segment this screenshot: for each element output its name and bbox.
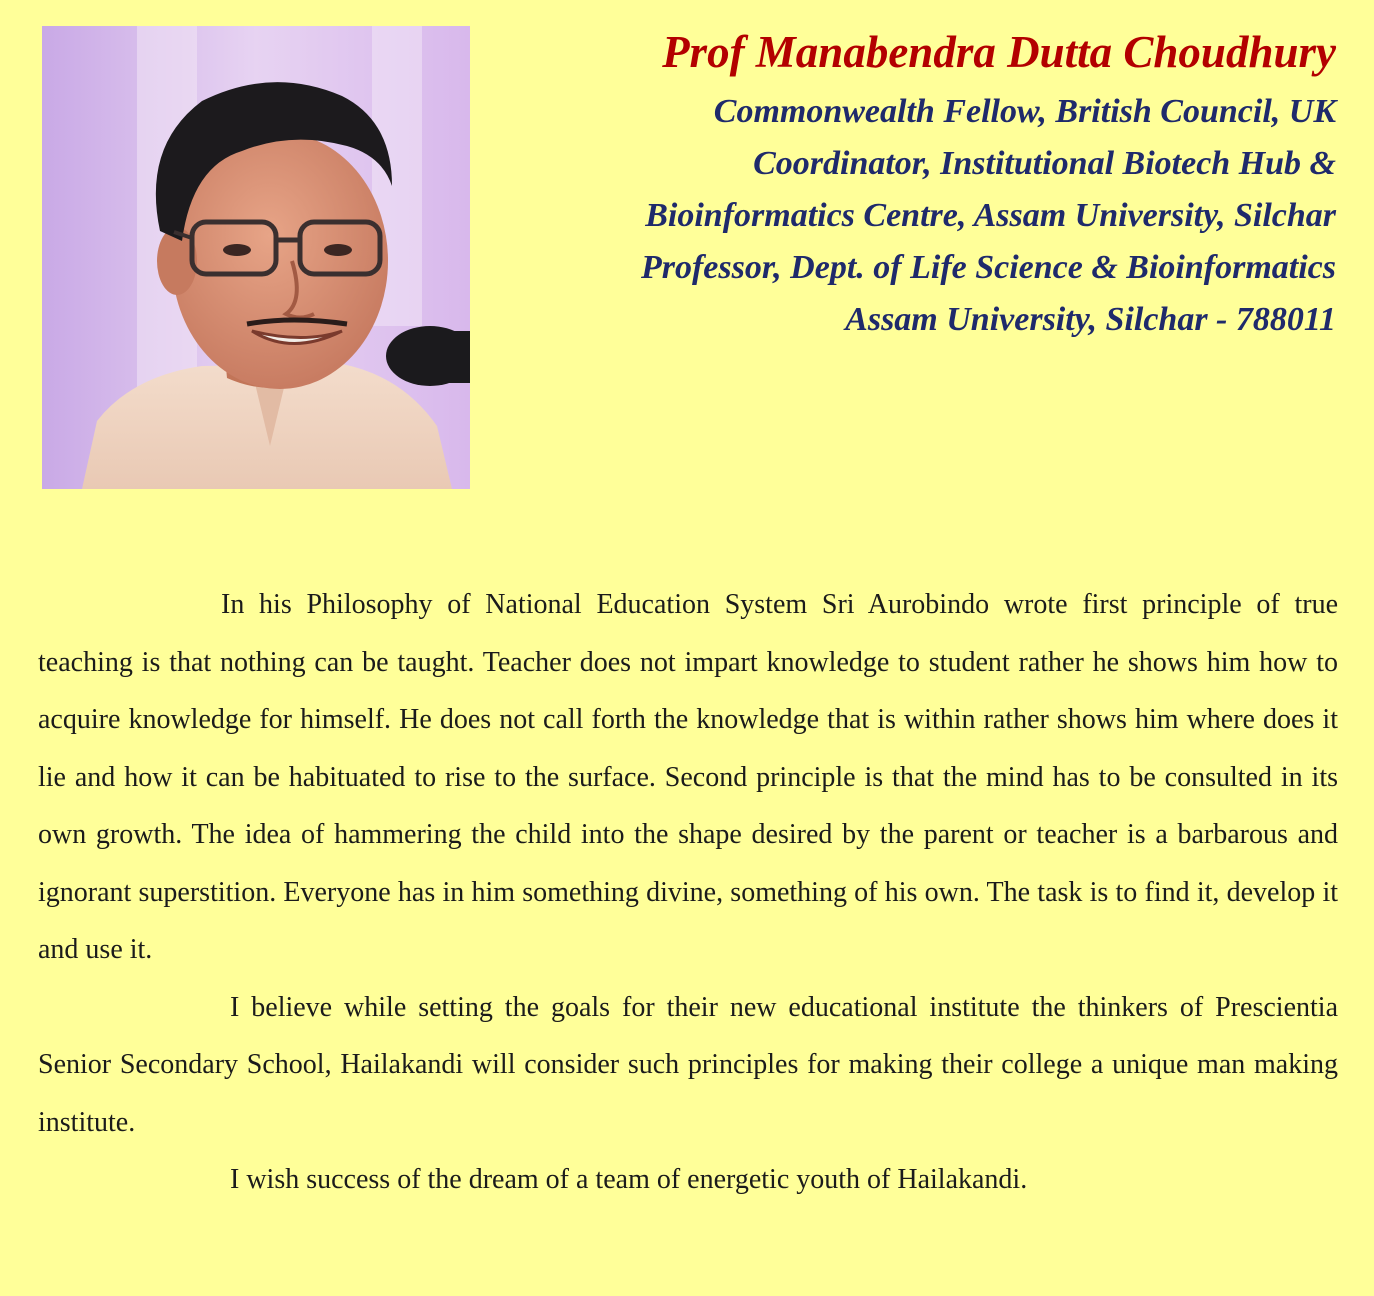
portrait-image bbox=[42, 26, 470, 489]
profile-address: Assam University, Silchar - 788011 bbox=[845, 301, 1336, 338]
message-body bbox=[38, 576, 1338, 1209]
message-paragraph: I believe while setting the goals for their new educational institute the thinkers of Prescientia Senior Secondary School, Hailakandi will consider such principles for making their college a unique man making institute. bbox=[38, 991, 1338, 1138]
profile-title-line: Bioinformatics Centre, Assam University, Silchar bbox=[645, 197, 1336, 234]
profile-title-line: Coordinator, Institutional Biotech Hub & bbox=[753, 145, 1336, 182]
profile-photo bbox=[42, 26, 470, 489]
message-paragraph: In his Philosophy of National Education System Sri Aurobindo wrote first principle of true teaching is that nothing can be taught. Teacher does not impart knowledge to student rather he shows him how to acquire knowledge for himself. He does not call forth the knowledge that is within rather shows him where does it lie and how it can be habituated to rise to the surface. Second principle is that the mind has to be consulted in its own growth. The idea of hammering the child into the shape desired by the parent or teacher is a barbarous and ignorant superstition. Everyone has in him something divine, something of his own. The task is to find it, develop it and use it. bbox=[38, 589, 1338, 965]
profile-title-line: Professor, Dept. of Life Science & Bioinformatics bbox=[640, 249, 1336, 286]
message-paragraph: I wish success of the dream of a team of energetic youth of Hailakandi. bbox=[230, 1164, 1028, 1195]
profile-header bbox=[476, 24, 1336, 346]
profile-title-line: Commonwealth Fellow, British Council, UK bbox=[713, 93, 1336, 130]
profile-name: Prof Manabendra Dutta Choudhury bbox=[662, 27, 1336, 77]
